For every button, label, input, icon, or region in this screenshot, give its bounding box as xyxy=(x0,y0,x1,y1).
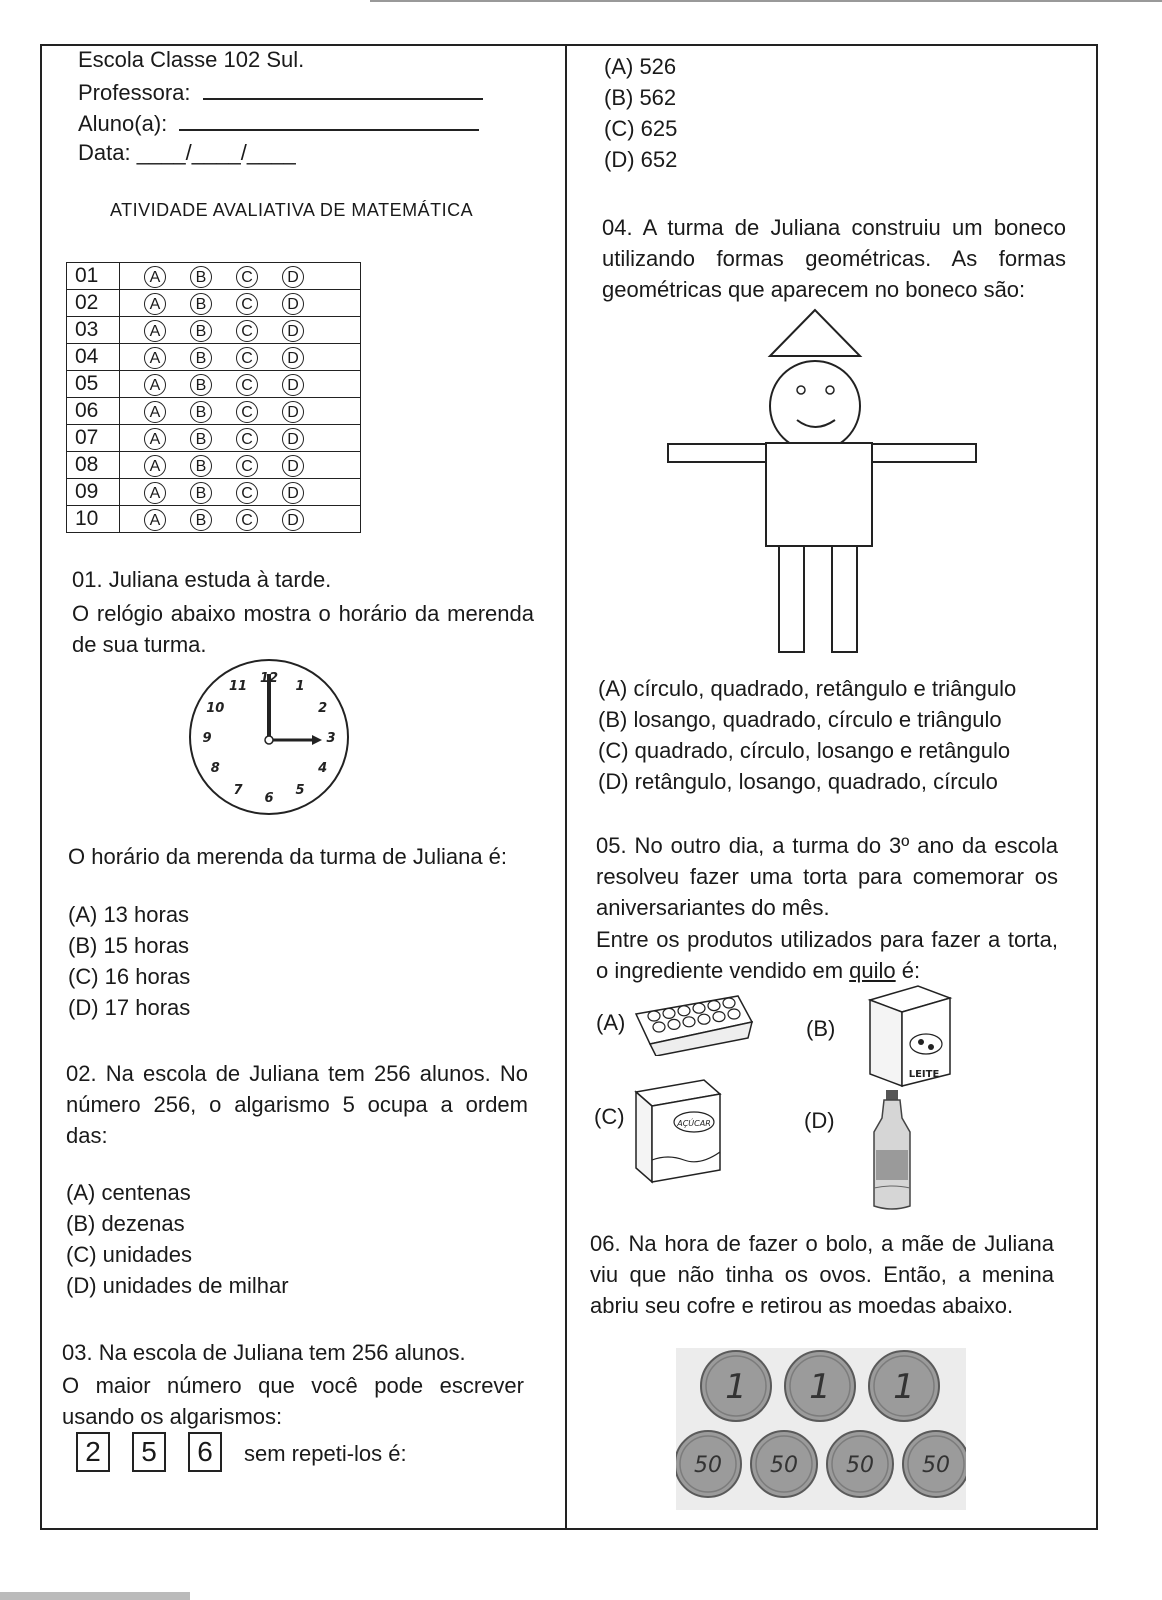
coin-value: 1 xyxy=(893,1367,915,1407)
clock-number: 6 xyxy=(264,791,274,806)
answer-bubble-d[interactable]: D xyxy=(282,401,304,423)
digit-box: 5 xyxy=(132,1432,166,1472)
cow-spot xyxy=(928,1044,934,1050)
answer-grid-row xyxy=(67,317,361,344)
clock-number: 11 xyxy=(228,679,248,694)
date-line xyxy=(78,138,296,168)
q04-statement: 04. A turma de Juliana construiu um boneco utilizando formas geométricas. As formas geométricas que aparecem no boneco são: xyxy=(602,215,1066,302)
answer-grid-row xyxy=(67,506,361,533)
egg xyxy=(708,1001,720,1011)
coin-value: 50 xyxy=(922,1453,950,1478)
clock-number: 10 xyxy=(206,701,225,716)
triangle-hat xyxy=(770,310,860,356)
date-label: Data: xyxy=(78,140,131,165)
date-field[interactable]: ____/____/____ xyxy=(136,140,296,165)
answer-grid-row xyxy=(67,371,361,398)
clock-number: 3 xyxy=(326,731,336,746)
q03-option-d[interactable]: (D) 652 xyxy=(604,147,678,172)
q05-option-c-label[interactable]: (C) xyxy=(594,1104,625,1129)
page-title: ATIVIDADE AVALIATIVA DE MATEMÁTICA xyxy=(110,200,474,220)
teacher-label: Professora: xyxy=(78,80,191,105)
answer-bubble-b[interactable]: B xyxy=(190,266,212,288)
clock-number: 2 xyxy=(318,701,328,716)
answer-bubble-c[interactable]: C xyxy=(236,347,258,369)
q01-statement: 01. Juliana estuda à tarde. xyxy=(72,567,332,592)
answer-bubble-c[interactable]: C xyxy=(236,401,258,423)
cow-spot xyxy=(918,1039,924,1045)
answer-row-number: 05 xyxy=(67,371,120,398)
answer-bubble-d[interactable]: D xyxy=(282,266,304,288)
egg xyxy=(663,1008,675,1018)
q02-option-d[interactable]: (D) unidades de milhar xyxy=(66,1273,289,1298)
answer-grid-row xyxy=(67,398,361,425)
q03-option-b[interactable]: (B) 562 xyxy=(604,85,677,110)
sugar-package-image xyxy=(628,1076,726,1186)
q01-option-b[interactable]: (B) 15 horas xyxy=(68,933,190,958)
digit-box: 6 xyxy=(188,1432,222,1472)
answer-bubble-a[interactable]: A xyxy=(144,482,166,504)
smile xyxy=(797,420,835,427)
answer-bubble-b[interactable]: B xyxy=(190,482,212,504)
egg xyxy=(668,1019,680,1029)
bottle-label xyxy=(876,1150,908,1180)
egg xyxy=(713,1012,725,1022)
clock-number: 4 xyxy=(318,761,328,776)
answer-options xyxy=(120,452,361,479)
q03-digits-row xyxy=(76,1432,407,1474)
cow-icon xyxy=(910,1034,942,1054)
egg xyxy=(698,1014,710,1024)
q04-option-c[interactable]: (C) quadrado, círculo, losango e retângulo xyxy=(598,738,1011,763)
answer-bubble-a[interactable]: A xyxy=(144,320,166,342)
answer-bubble-a[interactable]: A xyxy=(144,347,166,369)
q05-option-d-label[interactable]: (D) xyxy=(804,1108,835,1133)
answer-bubble-a[interactable]: A xyxy=(144,374,166,396)
answer-bubble-a[interactable]: A xyxy=(144,401,166,423)
clock-number: 5 xyxy=(295,783,305,798)
clock-image xyxy=(188,658,358,818)
q05-keyword: quilo xyxy=(849,958,896,983)
q01-option-d[interactable]: (D) 17 horas xyxy=(68,995,191,1020)
q05-question-post: é: xyxy=(895,958,921,983)
q02-option-a[interactable]: (A) centenas xyxy=(66,1180,191,1205)
answer-bubble-c[interactable]: C xyxy=(236,509,258,531)
answer-bubble-d[interactable]: D xyxy=(282,509,304,531)
milk-carton-image xyxy=(864,982,956,1090)
q01-option-c[interactable]: (C) 16 horas xyxy=(68,964,191,989)
q01-question: O horário da merenda da turma de Juliana é: xyxy=(68,844,508,869)
sugar-label: AÇÚCAR xyxy=(677,1119,711,1128)
answer-bubble-a[interactable]: A xyxy=(144,293,166,315)
scan-edge-bottom xyxy=(0,1592,190,1600)
student-line xyxy=(78,107,479,139)
answer-options xyxy=(120,263,361,290)
answer-bubble-c[interactable]: C xyxy=(236,374,258,396)
column-divider xyxy=(565,44,567,1530)
coin-value: 50 xyxy=(770,1453,798,1478)
q04-option-d[interactable]: (D) retângulo, losango, quadrado, círculo xyxy=(598,769,998,794)
rectangle-leg-right xyxy=(832,546,857,652)
eye-left xyxy=(797,386,805,394)
q05-option-b-label[interactable]: (B) xyxy=(806,1016,836,1041)
q05-option-a-label[interactable]: (A) xyxy=(596,1010,626,1035)
q02-option-b[interactable]: (B) dezenas xyxy=(66,1211,185,1236)
circle-head xyxy=(770,361,860,451)
school-name: Escola Classe 102 Sul. xyxy=(78,47,305,72)
answer-bubble-a[interactable]: A xyxy=(144,428,166,450)
milk-label: LEITE xyxy=(908,1069,940,1080)
clock-number: 8 xyxy=(210,761,220,776)
answer-bubble-b[interactable]: B xyxy=(190,401,212,423)
answer-row-number: 10 xyxy=(67,506,120,533)
answer-grid-row xyxy=(67,479,361,506)
answer-bubble-b[interactable]: B xyxy=(190,428,212,450)
q03-option-c[interactable]: (C) 625 xyxy=(604,116,678,141)
egg xyxy=(723,998,735,1008)
answer-row-number: 03 xyxy=(67,317,120,344)
q05-statement: 05. No outro dia, a turma do 3º ano da escola resolveu fazer uma torta para comemorar os aniversariantes do mês. xyxy=(596,833,1058,920)
student-label: Aluno(a): xyxy=(78,111,168,136)
digit-box: 2 xyxy=(76,1432,110,1472)
answer-bubble-c[interactable]: C xyxy=(236,482,258,504)
q03-statement: 03. Na escola de Juliana tem 256 alunos. xyxy=(62,1340,466,1365)
egg xyxy=(648,1011,660,1021)
answer-bubble-d[interactable]: D xyxy=(282,347,304,369)
clock-number: 9 xyxy=(202,731,212,746)
clock-number: 12 xyxy=(259,671,279,686)
egg xyxy=(683,1017,695,1027)
coin-value: 1 xyxy=(809,1367,831,1407)
answer-grid-row xyxy=(67,425,361,452)
answer-bubble-b[interactable]: B xyxy=(190,374,212,396)
answer-bubble-b[interactable]: B xyxy=(190,320,212,342)
q06-statement: 06. Na hora de fazer o bolo, a mãe de Juliana viu que não tinha os ovos. Então, a menina abriu seu cofre e retirou as moedas abaixo. xyxy=(590,1231,1054,1318)
answer-bubble-c[interactable]: C xyxy=(236,320,258,342)
answer-grid-row xyxy=(67,263,361,290)
answer-options xyxy=(120,290,361,317)
egg xyxy=(653,1022,665,1032)
answer-bubble-d[interactable]: D xyxy=(282,482,304,504)
q03-context: O maior número que você pode escrever usando os algarismos: xyxy=(62,1373,524,1429)
answer-bubble-d[interactable]: D xyxy=(282,455,304,477)
milk-carton-side xyxy=(870,1000,902,1086)
egg xyxy=(693,1003,705,1013)
coin-value: 50 xyxy=(846,1453,874,1478)
answer-row-number: 09 xyxy=(67,479,120,506)
answer-bubble-d[interactable]: D xyxy=(282,374,304,396)
answer-bubble-c[interactable]: C xyxy=(236,428,258,450)
scan-edge-top xyxy=(370,0,1162,2)
answer-row-number: 01 xyxy=(67,263,120,290)
answer-bubble-a[interactable]: A xyxy=(144,455,166,477)
answer-options xyxy=(120,425,361,452)
answer-grid-row xyxy=(67,452,361,479)
answer-grid-row xyxy=(67,290,361,317)
answer-bubble-d[interactable]: D xyxy=(282,293,304,315)
answer-bubble-a[interactable]: A xyxy=(144,266,166,288)
answer-options xyxy=(120,371,361,398)
sugar-package-front xyxy=(652,1094,720,1182)
answer-bubble-b[interactable]: B xyxy=(190,455,212,477)
answer-options xyxy=(120,317,361,344)
egg xyxy=(728,1009,740,1019)
answer-grid-row xyxy=(67,344,361,371)
q04-option-a[interactable]: (A) círculo, quadrado, retângulo e triângulo xyxy=(598,676,1017,701)
clock-number: 7 xyxy=(233,783,243,798)
clock-arrow-icon xyxy=(312,735,322,745)
square-body xyxy=(766,443,872,546)
answer-bubble-b[interactable]: B xyxy=(190,347,212,369)
answer-bubble-c[interactable]: C xyxy=(236,293,258,315)
answer-options xyxy=(120,344,361,371)
answer-bubble-a[interactable]: A xyxy=(144,509,166,531)
clock-number: 1 xyxy=(295,679,305,694)
student-field[interactable] xyxy=(179,107,479,131)
q05-question-pre: Entre os produtos utilizados para fazer a torta, o ingrediente vendido em xyxy=(596,927,1058,983)
answer-bubble-c[interactable]: C xyxy=(236,266,258,288)
q02-statement: 02. Na escola de Juliana tem 256 alunos. No número 256, o algarismo 5 ocupa a ordem das: xyxy=(66,1061,528,1148)
q04-option-b[interactable]: (B) losango, quadrado, círculo e triângulo xyxy=(598,707,1002,732)
q01-option-a[interactable]: (A) 13 horas xyxy=(68,902,190,927)
coins-image xyxy=(676,1348,966,1510)
geometric-doll-image xyxy=(660,306,990,656)
answer-bubble-d[interactable]: D xyxy=(282,320,304,342)
egg xyxy=(678,1006,690,1016)
clock-center xyxy=(265,736,273,744)
q02-option-c[interactable]: (C) unidades xyxy=(66,1242,192,1267)
answer-row-number: 08 xyxy=(67,452,120,479)
sugar-package-side xyxy=(636,1092,652,1182)
rectangle-leg-left xyxy=(779,546,804,652)
answer-options xyxy=(120,398,361,425)
q03-suffix: sem repeti-los é: xyxy=(244,1441,407,1466)
answer-options xyxy=(120,479,361,506)
teacher-line xyxy=(78,76,483,108)
answer-bubble-b[interactable]: B xyxy=(190,293,212,315)
eye-right xyxy=(826,386,834,394)
bottle-cap xyxy=(886,1090,898,1100)
coin-value: 1 xyxy=(725,1367,747,1407)
coin-value: 50 xyxy=(694,1453,722,1478)
egg-carton-image xyxy=(628,986,758,1056)
answer-row-number: 02 xyxy=(67,290,120,317)
q01-context: O relógio abaixo mostra o horário da merenda de sua turma. xyxy=(72,601,534,657)
q05-question xyxy=(596,924,1058,986)
answer-grid xyxy=(66,262,361,533)
answer-row-number: 07 xyxy=(67,425,120,452)
answer-row-number: 06 xyxy=(67,398,120,425)
answer-row-number: 04 xyxy=(67,344,120,371)
oil-bottle-image xyxy=(862,1088,922,1212)
answer-bubble-b[interactable]: B xyxy=(190,509,212,531)
q03-option-a[interactable]: (A) 526 xyxy=(604,54,677,79)
answer-bubble-d[interactable]: D xyxy=(282,428,304,450)
answer-bubble-c[interactable]: C xyxy=(236,455,258,477)
teacher-field[interactable] xyxy=(203,76,483,100)
answer-options xyxy=(120,506,361,533)
